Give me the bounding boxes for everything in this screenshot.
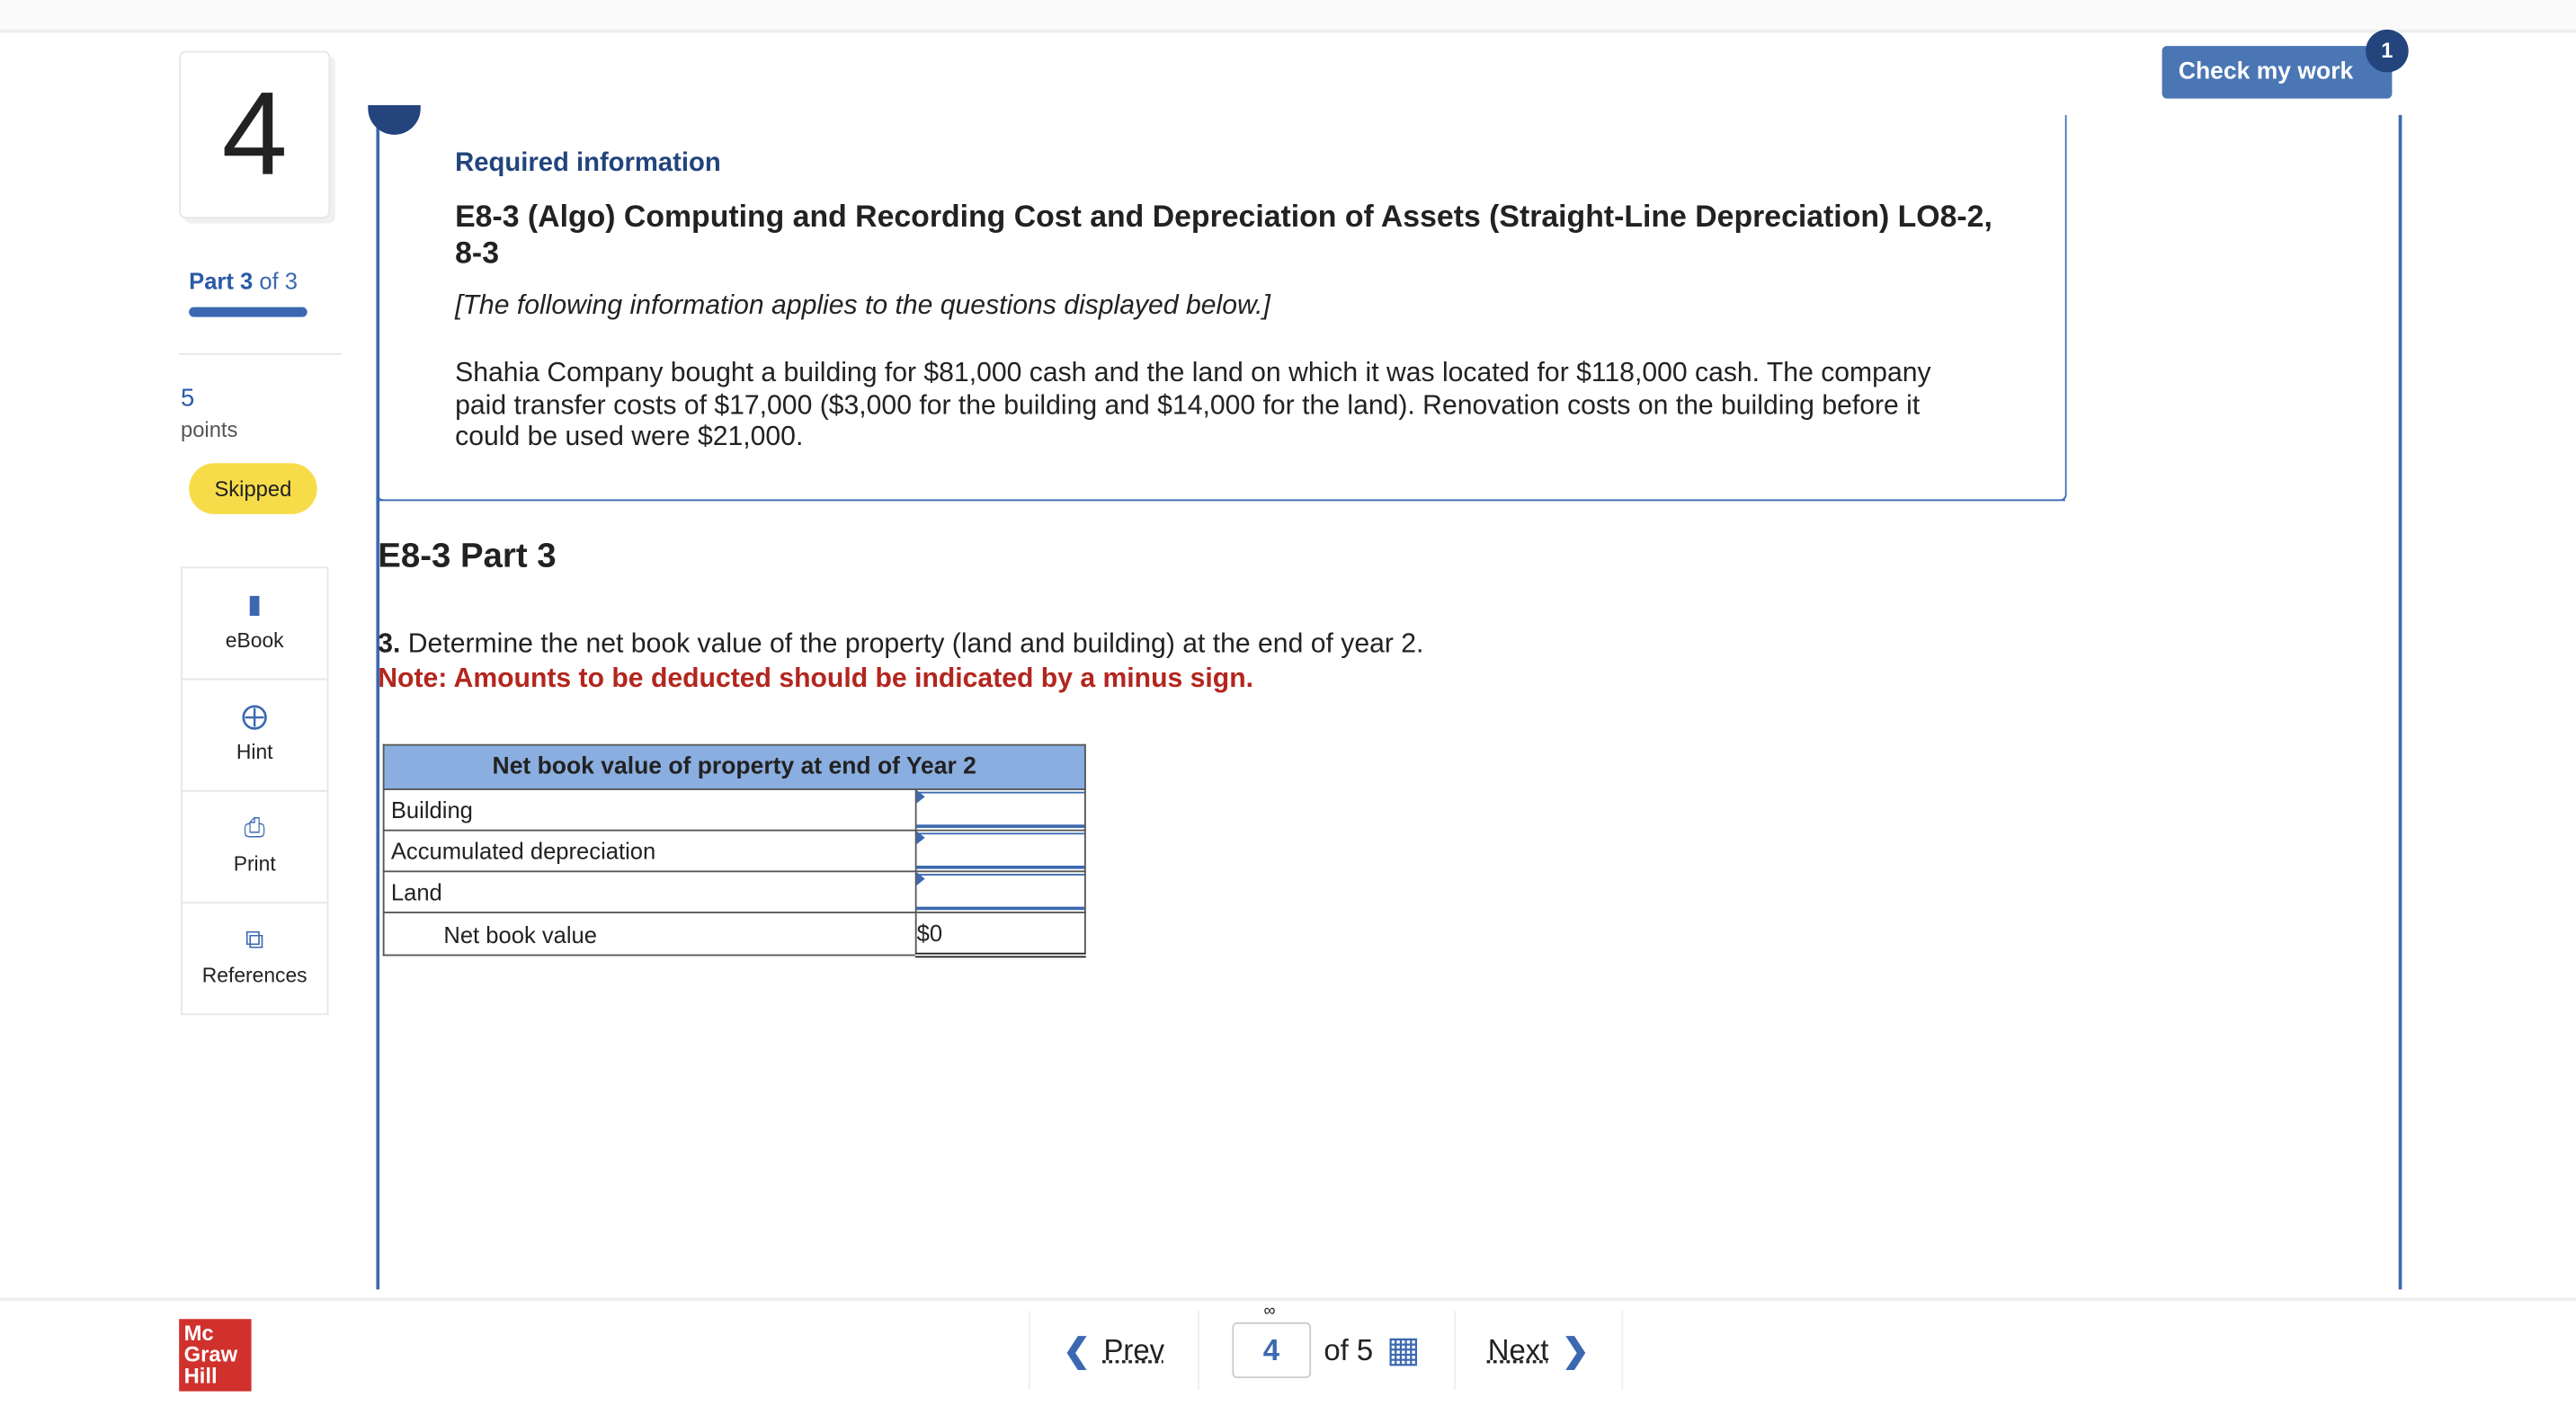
points-label: points bbox=[180, 417, 238, 442]
copy-icon: ⧉ bbox=[245, 926, 264, 955]
info-intro: [The following information applies to the questions displayed below.] bbox=[455, 290, 1270, 321]
question-number: 4 bbox=[179, 51, 330, 218]
references-button[interactable] bbox=[183, 903, 327, 1013]
tool-label: eBook bbox=[225, 628, 284, 653]
print-button[interactable] bbox=[183, 792, 327, 903]
part-label: Part 3 bbox=[189, 267, 254, 295]
prev-button[interactable] bbox=[1029, 1311, 1198, 1390]
tool-label: References bbox=[201, 964, 308, 988]
table-row bbox=[384, 831, 1085, 872]
part-of: of 3 bbox=[259, 267, 299, 295]
printer-icon: ⎙ bbox=[244, 814, 265, 843]
input-marker-icon bbox=[917, 872, 925, 885]
currency-symbol: $ bbox=[916, 920, 930, 947]
link-icon: ∞ bbox=[1258, 1304, 1281, 1321]
net-book-value: 0 bbox=[929, 920, 943, 947]
content-border-right bbox=[2399, 115, 2402, 1289]
tool-label: Hint bbox=[236, 741, 273, 764]
total-label: Net book value bbox=[384, 912, 916, 956]
hint-button[interactable] bbox=[183, 680, 327, 791]
land-input[interactable] bbox=[917, 874, 1084, 910]
pagination bbox=[1029, 1304, 1624, 1390]
table-row bbox=[384, 871, 1085, 912]
page-indicator bbox=[1198, 1304, 1454, 1390]
mcgraw-hill-logo: Mc Graw Hill bbox=[179, 1319, 251, 1391]
question-num: 3. bbox=[378, 628, 401, 659]
book-icon: ▮ bbox=[247, 591, 263, 619]
row-label: Building bbox=[384, 789, 916, 831]
table-header: Net book value of property at end of Year 2 bbox=[384, 745, 1085, 789]
input-marker-icon bbox=[917, 790, 925, 804]
chevron-left-icon: ❮ bbox=[1063, 1332, 1091, 1369]
current-page[interactable]: 4 bbox=[1232, 1322, 1311, 1378]
question-body: Determine the net book value of the property (land and building) at the end of year 2. bbox=[400, 628, 1424, 659]
page-total: of 5 bbox=[1324, 1332, 1374, 1366]
check-count-badge: 1 bbox=[2366, 30, 2409, 73]
building-input[interactable] bbox=[917, 792, 1084, 828]
answer-table bbox=[383, 744, 1086, 958]
info-body: Shahia Company bought a building for $81,000 cash and the land on which it was located for $118,000 cash. The company paid transfer costs of $17,000 ($3,000 for the building and $14,000 for the land). Renovation costs on the building before it could be used were $21,000. bbox=[455, 358, 1931, 452]
status-badge: Skipped bbox=[189, 463, 317, 514]
exercise-title: E8-3 (Algo) Computing and Recording Cost and Depreciation of Assets (Straight-Line Depreciation) LO8-2, 8-3 bbox=[455, 199, 1992, 270]
part-indicator bbox=[189, 268, 298, 296]
note-text: Note: Amounts to be deducted should be indicated by a minus sign. bbox=[378, 663, 1254, 694]
part-heading: E8-3 Part 3 bbox=[378, 537, 557, 575]
prev-label: Prev bbox=[1103, 1332, 1165, 1366]
question-text bbox=[378, 629, 1423, 661]
input-marker-icon bbox=[917, 832, 925, 845]
points-value: 5 bbox=[180, 384, 195, 413]
required-info-heading: Required information bbox=[455, 149, 721, 178]
lifebuoy-icon: ⨁ bbox=[241, 703, 268, 732]
ebook-button[interactable] bbox=[183, 568, 327, 680]
table-row bbox=[384, 789, 1085, 831]
divider bbox=[179, 353, 342, 355]
table-row-total bbox=[384, 912, 1085, 956]
footer-divider bbox=[0, 1297, 2576, 1301]
next-label: Next bbox=[1487, 1332, 1549, 1366]
tool-label: Print bbox=[233, 852, 276, 876]
chevron-right-icon: ❯ bbox=[1561, 1332, 1590, 1369]
row-label: Accumulated depreciation bbox=[384, 831, 916, 872]
accumulated-depreciation-input[interactable] bbox=[917, 832, 1084, 868]
part-progress-bar bbox=[189, 307, 308, 317]
check-my-work-button[interactable]: Check my work bbox=[2162, 46, 2393, 98]
grid-icon[interactable]: ▦ bbox=[1386, 1329, 1421, 1370]
row-label: Land bbox=[384, 871, 916, 912]
top-bar bbox=[0, 0, 2576, 33]
tools-panel bbox=[181, 566, 328, 1015]
next-button[interactable] bbox=[1453, 1311, 1624, 1390]
